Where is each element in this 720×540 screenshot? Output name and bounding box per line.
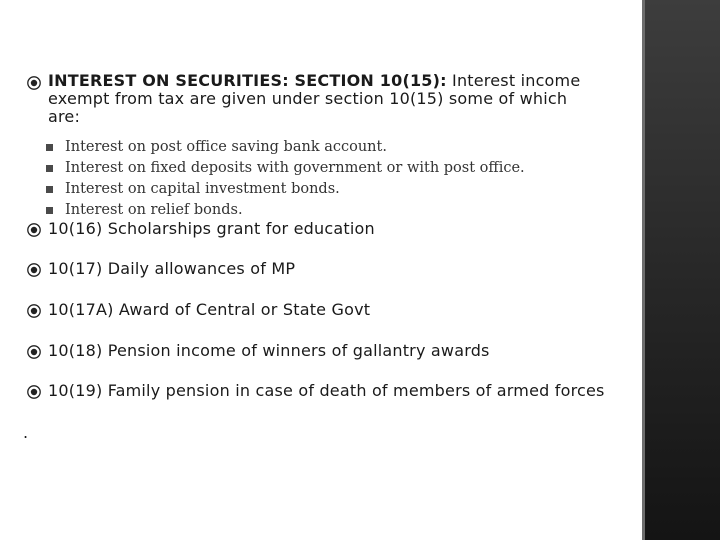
square-bullet-icon	[46, 207, 53, 214]
heading-strong-text: INTEREST ON SECURITIES: SECTION 10(15):	[48, 71, 447, 90]
radio-target-icon	[26, 303, 42, 319]
heading-line-1	[48, 72, 628, 90]
radio-target-icon	[26, 384, 42, 400]
sub-list	[46, 137, 525, 221]
heading-line-3: are:	[48, 107, 81, 126]
sub-item-text: Interest on capital investment bonds.	[65, 181, 340, 197]
sub-list-item	[46, 137, 525, 158]
radio-target-icon	[26, 222, 42, 238]
sub-item-text: Interest on post office saving bank account.	[65, 139, 387, 155]
radio-target-icon	[26, 75, 42, 91]
heading-rest-text: Interest income	[446, 71, 581, 90]
sub-item-text: Interest on fixed deposits with government or with post office.	[65, 160, 525, 176]
heading-paragraph	[48, 72, 628, 126]
list-item: 10(17A) Award of Central or State Govt	[48, 300, 371, 319]
radio-target-icon	[26, 262, 42, 278]
sub-list-item	[46, 179, 525, 200]
list-item: 10(19) Family pension in case of death of members of armed forces	[48, 381, 605, 400]
sub-list-item	[46, 200, 525, 221]
square-bullet-icon	[46, 186, 53, 193]
list-item: 10(18) Pension income of winners of gallantry awards	[48, 341, 490, 360]
square-bullet-icon	[46, 144, 53, 151]
sub-list-item	[46, 158, 525, 179]
decorative-sidebar	[642, 0, 720, 540]
heading-line-2: exempt from tax are given under section 10(15) some of which	[48, 89, 568, 108]
square-bullet-icon	[46, 165, 53, 172]
list-item: 10(16) Scholarships grant for education	[48, 219, 375, 238]
trailing-mark: .	[23, 423, 29, 442]
list-item: 10(17) Daily allowances of MP	[48, 259, 296, 278]
sub-item-text: Interest on relief bonds.	[65, 202, 243, 218]
radio-target-icon	[26, 344, 42, 360]
